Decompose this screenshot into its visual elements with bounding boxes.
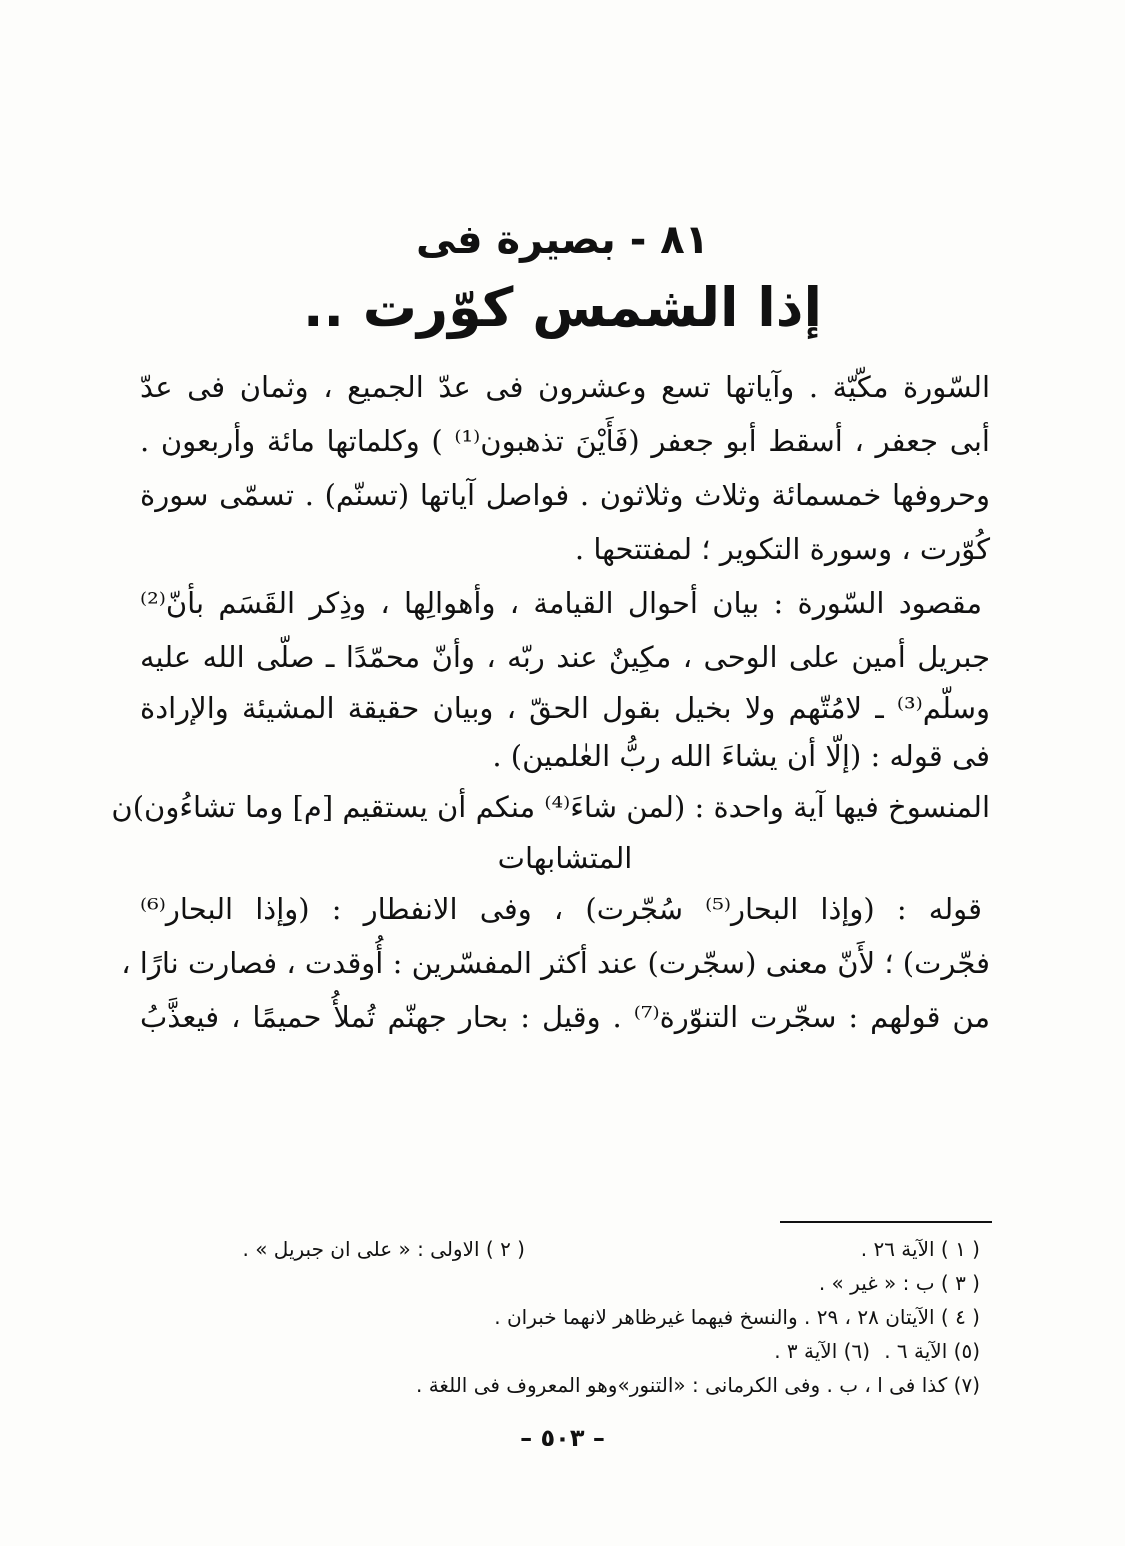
body-text — [111, 360, 990, 1044]
body-line-1: السّورة مكّيّة . وآياتها تسع وعشرون فى عدّ الجميع ، وثمان فى عدّ — [140, 370, 990, 404]
section-heading-mutashabihat: المتشابهات — [497, 841, 633, 875]
body-line-8: فى قوله : (إلّا أن يشاءَ الله ربُّ العٰلمين) . — [492, 739, 990, 773]
body-line-9: المنسوخ فيها آية واحدة : (لمن شاءَ⁽⁴⁾ منكم أن يستقيم [م] وما تشاءُون)ن — [111, 790, 990, 824]
footnote-4: ( ٤ ) الآيتان ٢٨ ، ٢٩ . والنسخ فيهما غيرظاهر لانهما خبران . — [494, 1305, 980, 1329]
footnotes — [195, 1232, 980, 1402]
footnote-6: (٦) الآية ٣ . — [774, 1339, 870, 1363]
footnote-5: (٥) الآية ٦ . — [884, 1339, 980, 1363]
body-line-12: فجّرت) ؛ لأَنّ معنى (سجّرت) عند أكثر المفسّرين : أُوقدت ، فصارت نارًا ، — [121, 946, 990, 980]
body-line-4: كُوّرت ، وسورة التكوير ؛ لمفتتحها . — [574, 532, 990, 566]
surah-title: إذا الشمس كوّرت .. — [302, 276, 823, 339]
body-line-13: من قولهم : سجّرت التنوّرة⁽⁷⁾ . وقيل : بحار جهنّم تُملأُ حميمًا ، فيعذَّبُ — [140, 1000, 990, 1034]
body-line-5: مقصود السّورة : بيان أحوال القيامة ، وأهوالِها ، وذِكر القَسَم بأنّ⁽²⁾ — [140, 586, 982, 620]
chapter-heading: ٨١ - بصيرة فى — [415, 217, 710, 263]
body-line-2: أبى جعفر ، أسقط أبو جعفر (فَأَيْنَ تذهبون⁽¹⁾ ) وكلماتها مائة وأربعون . — [140, 424, 990, 458]
page-number: – ٥٠٣ – — [520, 1424, 605, 1452]
body-line-11: قوله : (وإذا البحار⁽⁵⁾ سُجّرت) ، وفى الانفطار : (وإذا البحار⁽⁶⁾ — [140, 892, 983, 926]
body-line-3: وحروفها خمسمائة وثلاث وثلاثون . فواصل آياتها (تسنّم) . تسمّى سورة — [140, 478, 990, 512]
body-line-6: جبريل أمين على الوحى ، مكِينٌ عند ربّه ، وأنّ محمّدًا ـ صلّى الله عليه — [140, 640, 990, 674]
body-line-7: وسلّم⁽³⁾ ـ لامُتّهم ولا بخيل بقول الحقّ ، وبيان حقيقة المشيئة والإرادة — [140, 691, 990, 725]
footnote-divider — [780, 1221, 992, 1223]
footnote-2: ( ٢ ) الاولى : « على ان جبريل » . — [242, 1237, 525, 1261]
footnote-3: ( ٣ ) ب : « غير » . — [818, 1271, 980, 1295]
footnote-7: (٧) كذا فى ا ، ب . وفى الكرمانى : «التنور»وهو المعروف فى اللغة . — [415, 1373, 980, 1397]
footnote-1: ( ١ ) الآية ٢٦ . — [860, 1237, 980, 1261]
